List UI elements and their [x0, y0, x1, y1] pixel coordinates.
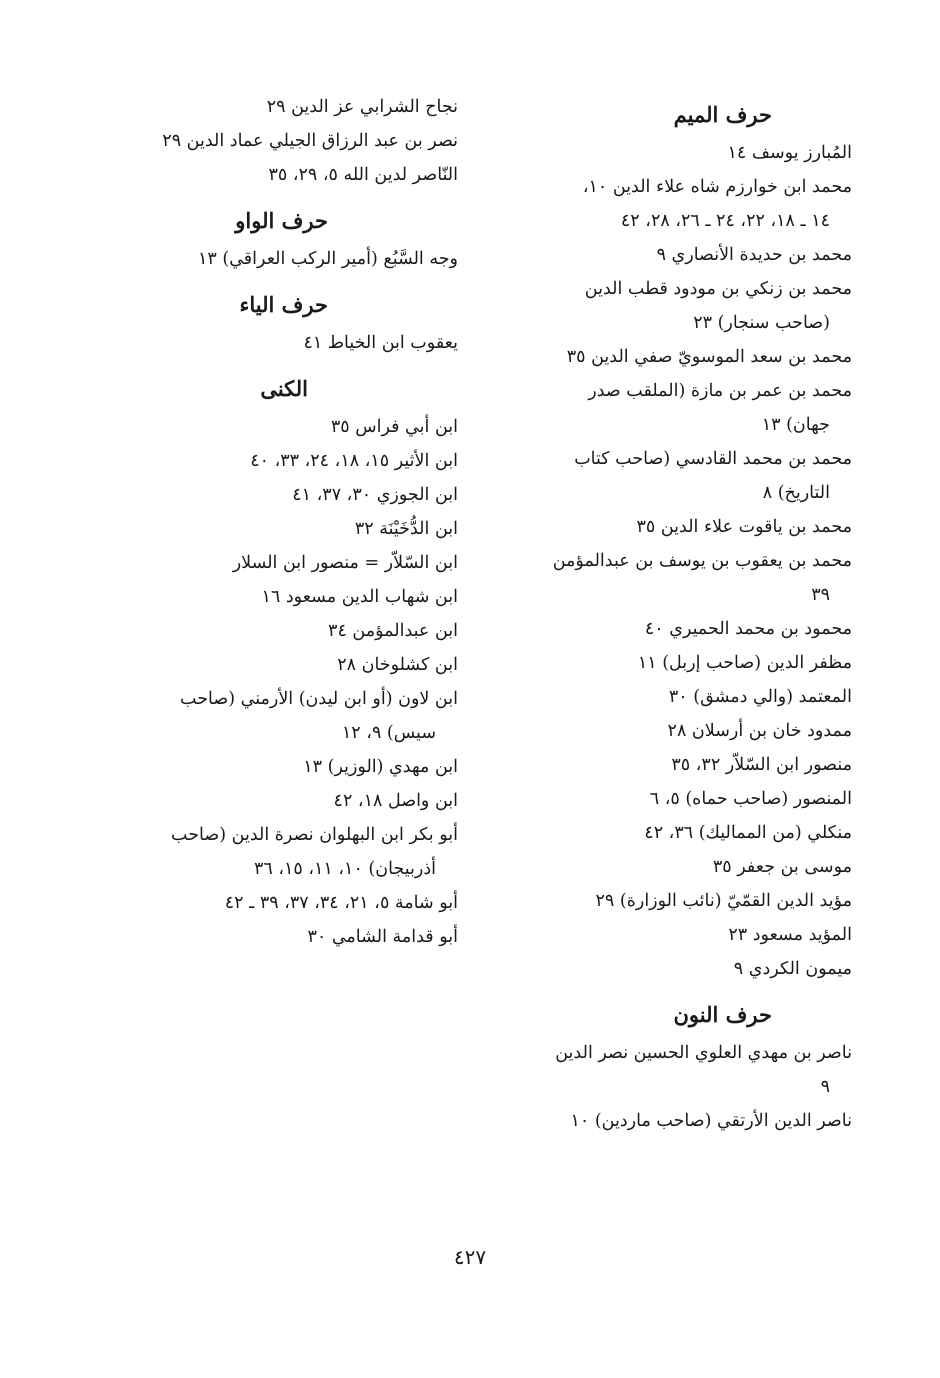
entry-continuation: ١٤ ـ ١٨، ٢٢، ٢٤ ـ ٢٦، ٢٨، ٤٢ [620, 211, 830, 231]
index-entry [507, 442, 852, 510]
entry-continuation: ٣٩ [811, 585, 830, 605]
entry-continuation: أذربيجان) ١٠، ١١، ١٥، ٣٦ [253, 859, 436, 879]
index-entry [507, 1036, 852, 1104]
entry-continuation: جهان) ١٣ [761, 415, 830, 435]
index-entry: النّاصر لدين الله ٥، ٢٩، ٣٥ [268, 165, 458, 185]
entry-text: ابن لاون (أو ابن ليدن) الأرمني (صاحب [180, 689, 458, 709]
section-heading-meem: حرف الميم [673, 102, 772, 127]
index-entry: يعقوب ابن الخياط ٤١ [303, 333, 458, 353]
entry-continuation: (صاحب سنجار) ٢٣ [693, 313, 830, 333]
index-entry: المؤيد مسعود ٢٣ [728, 925, 852, 945]
index-entry: مؤيد الدين القمّيّ (نائب الوزارة) ٢٩ [595, 891, 852, 911]
index-entry: ابن الدُّخَيْنَة ٣٢ [354, 519, 458, 539]
index-entry: محمود بن محمد الحميري ٤٠ [644, 619, 852, 639]
index-entry: محمد بن حديدة الأنصاري ٩ [656, 245, 852, 265]
right-column [507, 100, 852, 1138]
index-entry: ميمون الكردي ٩ [733, 959, 852, 979]
index-entry: ابن واصل ١٨، ٤٢ [333, 791, 458, 811]
index-entry [507, 544, 852, 612]
index-entry: وجه السَّبُع (أمير الركب العراقي) ١٣ [198, 249, 458, 269]
index-entry: ابن عبدالمؤمن ٣٤ [328, 621, 458, 641]
entry-text: محمد بن محمد القادسي (صاحب كتاب [574, 449, 852, 469]
index-entry: منصور ابن السّلاّر ٣٢، ٣٥ [671, 755, 852, 775]
index-entry: أبو شامة ٥، ٢١، ٣٤، ٣٧، ٣٩ ـ ٤٢ [224, 893, 458, 913]
index-entry: المعتمد (والي دمشق) ٣٠ [668, 687, 852, 707]
index-entry: ناصر الدين الأرتقي (صاحب ماردين) ١٠ [570, 1111, 852, 1131]
index-entry [98, 682, 458, 750]
entry-continuation: ٩ [820, 1077, 830, 1097]
index-entry: ابن شهاب الدين مسعود ١٦ [261, 587, 458, 607]
index-entry: ابن السّلاّر = منصور ابن السلار [232, 553, 458, 573]
entry-text: محمد بن زنكي بن مودود قطب الدين [584, 279, 852, 299]
section-heading-kuna: الكنى [260, 376, 308, 401]
index-entry: المنصور (صاحب حماه) ٥، ٦ [649, 789, 852, 809]
index-entry [98, 818, 458, 886]
index-entry: محمد بن سعد الموسويّ صفي الدين ٣٥ [566, 347, 852, 367]
index-entry: ابن مهدي (الوزير) ١٣ [303, 757, 458, 777]
index-entry: نصر بن عبد الرزاق الجيلي عماد الدين ٢٩ [162, 131, 458, 151]
index-entry: ابن كشلوخان ٢٨ [337, 655, 458, 675]
index-entry: محمد بن ياقوت علاء الدين ٣٥ [636, 517, 852, 537]
index-entry: أبو قدامة الشامي ٣٠ [307, 927, 458, 947]
entry-text: محمد ابن خوارزم شاه علاء الدين ١٠، [582, 177, 852, 197]
page-number: ٤٢٧ [453, 1245, 487, 1269]
entry-continuation: سيس) ٩، ١٢ [341, 723, 436, 743]
entry-text: ناصر بن مهدي العلوي الحسين نصر الدين [555, 1043, 852, 1063]
index-entry: مظفر الدين (صاحب إربل) ١١ [637, 653, 852, 673]
index-entry: موسى بن جعفر ٣٥ [712, 857, 852, 877]
section-heading-yaa: حرف الياء [239, 292, 328, 317]
left-column [98, 90, 458, 954]
entry-text: محمد بن عمر بن مازة (الملقب صدر [588, 381, 852, 401]
entry-text: محمد بن يعقوب بن يوسف بن عبدالمؤمن [552, 551, 852, 571]
index-entry: ابن الجوزي ٣٠، ٣٧، ٤١ [292, 485, 458, 505]
index-entry: ابن الأثير ١٥، ١٨، ٢٤، ٣٣، ٤٠ [250, 451, 458, 471]
index-entry: ابن أبي فراس ٣٥ [330, 417, 458, 437]
index-entry: نجاح الشرابي عز الدين ٢٩ [266, 97, 458, 117]
entry-continuation: التاريخ) ٨ [762, 483, 830, 503]
section-heading-noon: حرف النون [673, 1002, 772, 1027]
index-entry: ممدود خان بن أرسلان ٢٨ [667, 721, 852, 741]
index-entry [507, 170, 852, 238]
index-entry: منكلي (من المماليك) ٣٦، ٤٢ [644, 823, 852, 843]
index-entry [507, 272, 852, 340]
entry-text: أبو بكر ابن البهلوان نصرة الدين (صاحب [171, 825, 458, 845]
index-entry: المُبارز يوسف ١٤ [727, 143, 852, 163]
index-entry [507, 374, 852, 442]
section-heading-waw: حرف الواو [235, 208, 328, 233]
